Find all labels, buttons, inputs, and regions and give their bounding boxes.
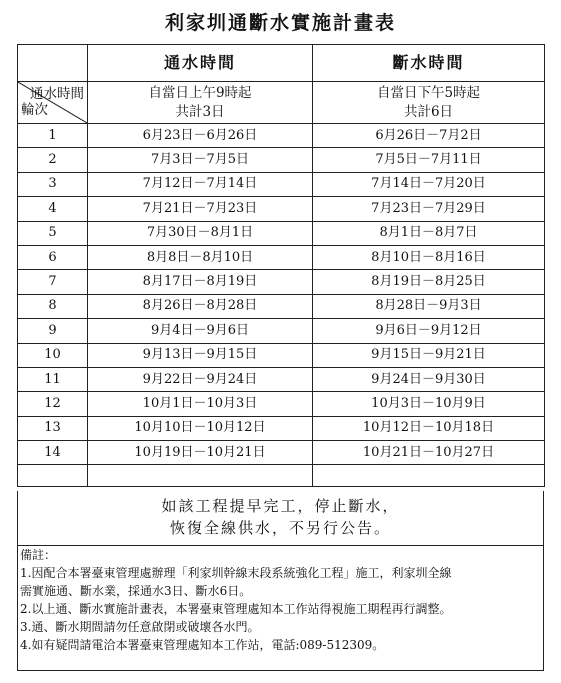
open-period: 9月4日－9月6日 <box>88 319 313 343</box>
table-row <box>18 197 545 221</box>
schedule-table <box>17 44 545 487</box>
close-duration-text: 共計6日 <box>403 103 454 120</box>
close-period: 9月24日－9月30日 <box>313 367 545 391</box>
table-row <box>18 392 545 416</box>
open-period: 10月10日－10月12日 <box>88 416 313 440</box>
open-period: 7月21日－7月23日 <box>88 197 313 221</box>
open-period: 10月19日－10月21日 <box>88 441 313 465</box>
close-period: 9月15日－9月21日 <box>313 343 545 367</box>
round-number: 9 <box>18 319 88 343</box>
notice-line-2: 恢復全線供水，不另行公告。 <box>169 519 391 537</box>
remark-item-3: 3.通、斷水期間請勿任意啟閉或破壞各水門。 <box>20 620 260 634</box>
remarks-box <box>17 545 544 671</box>
header-open-time: 通水時間 <box>88 45 313 82</box>
document-title: 利家圳通斷水實施計畫表 <box>164 12 396 34</box>
table-row <box>18 148 545 172</box>
table-row <box>18 319 545 343</box>
table-row <box>18 221 545 245</box>
diag-bottom-label: 輪次 <box>21 102 48 118</box>
round-number: 5 <box>18 221 88 245</box>
subheader-row <box>18 82 545 124</box>
empty-cell <box>313 465 545 487</box>
empty-row <box>18 465 545 487</box>
close-start-text: 自當日下午5時起 <box>376 84 481 101</box>
round-number: 11 <box>18 367 88 391</box>
round-number: 6 <box>18 245 88 269</box>
empty-cell <box>88 465 313 487</box>
close-period: 7月23日－7月29日 <box>313 197 545 221</box>
round-number: 12 <box>18 392 88 416</box>
close-period: 9月6日－9月12日 <box>313 319 545 343</box>
round-number: 14 <box>18 441 88 465</box>
notice-line-1: 如該工程提早完工，停止斷水， <box>161 497 400 515</box>
table-row <box>18 172 545 196</box>
remark-item-2: 2.以上通、斷水實施計畫表，本署臺東管理處知本工作站得視施工期程再行調整。 <box>20 602 452 616</box>
header-blank-cell <box>18 45 88 82</box>
close-period: 8月10日－8月16日 <box>313 245 545 269</box>
table-row <box>18 416 545 440</box>
table-row <box>18 367 545 391</box>
close-period: 8月1日－8月7日 <box>313 221 545 245</box>
table-row <box>18 245 545 269</box>
close-period: 10月3日－10月9日 <box>313 392 545 416</box>
close-period: 10月12日－10月18日 <box>313 416 545 440</box>
close-period: 8月28日－9月3日 <box>313 294 545 318</box>
diag-top-label: 通水時間 <box>30 86 84 102</box>
diagonal-header-cell <box>18 82 88 124</box>
table-row <box>18 294 545 318</box>
remark-item-1: 1.因配合本署臺東管理處辦理「利家圳幹線末段系統強化工程」施工，利家圳全線 <box>20 566 452 580</box>
open-period: 7月30日－8月1日 <box>88 221 313 245</box>
round-number: 10 <box>18 343 88 367</box>
remark-item-4: 4.如有疑問請電洽本署臺東管理處知本工作站，電話:089-512309。 <box>20 638 385 652</box>
round-number: 1 <box>18 124 88 148</box>
remark-item-1-cont: 需實施通、斷水業，採通水3日、斷水6日。 <box>20 584 252 598</box>
notice-box <box>17 491 544 546</box>
empty-cell <box>18 465 88 487</box>
open-period: 8月26日－8月28日 <box>88 294 313 318</box>
header-close-time: 斷水時間 <box>313 45 545 82</box>
open-period: 9月22日－9月24日 <box>88 367 313 391</box>
open-period: 10月1日－10月3日 <box>88 392 313 416</box>
open-period: 7月3日－7月5日 <box>88 148 313 172</box>
close-period: 10月21日－10月27日 <box>313 441 545 465</box>
table-row <box>18 343 545 367</box>
close-period: 6月26日－7月2日 <box>313 124 545 148</box>
remarks-heading: 備註： <box>20 548 57 562</box>
round-number: 7 <box>18 270 88 294</box>
table-row <box>18 270 545 294</box>
header-row <box>18 45 545 82</box>
table-row <box>18 124 545 148</box>
open-time-rule <box>88 82 313 124</box>
close-time-rule <box>313 82 545 124</box>
open-duration-text: 共計3日 <box>175 103 225 120</box>
close-period: 8月19日－8月25日 <box>313 270 545 294</box>
open-period: 8月8日－8月10日 <box>88 245 313 269</box>
open-start-text: 自當日上午9時起 <box>148 84 252 101</box>
table-row <box>18 441 545 465</box>
round-number: 13 <box>18 416 88 440</box>
close-period: 7月5日－7月11日 <box>313 148 545 172</box>
round-number: 8 <box>18 294 88 318</box>
round-number: 4 <box>18 197 88 221</box>
open-period: 9月13日－9月15日 <box>88 343 313 367</box>
round-number: 2 <box>18 148 88 172</box>
open-period: 8月17日－8月19日 <box>88 270 313 294</box>
open-period: 6月23日－6月26日 <box>88 124 313 148</box>
close-period: 7月14日－7月20日 <box>313 172 545 196</box>
open-period: 7月12日－7月14日 <box>88 172 313 196</box>
round-number: 3 <box>18 172 88 196</box>
